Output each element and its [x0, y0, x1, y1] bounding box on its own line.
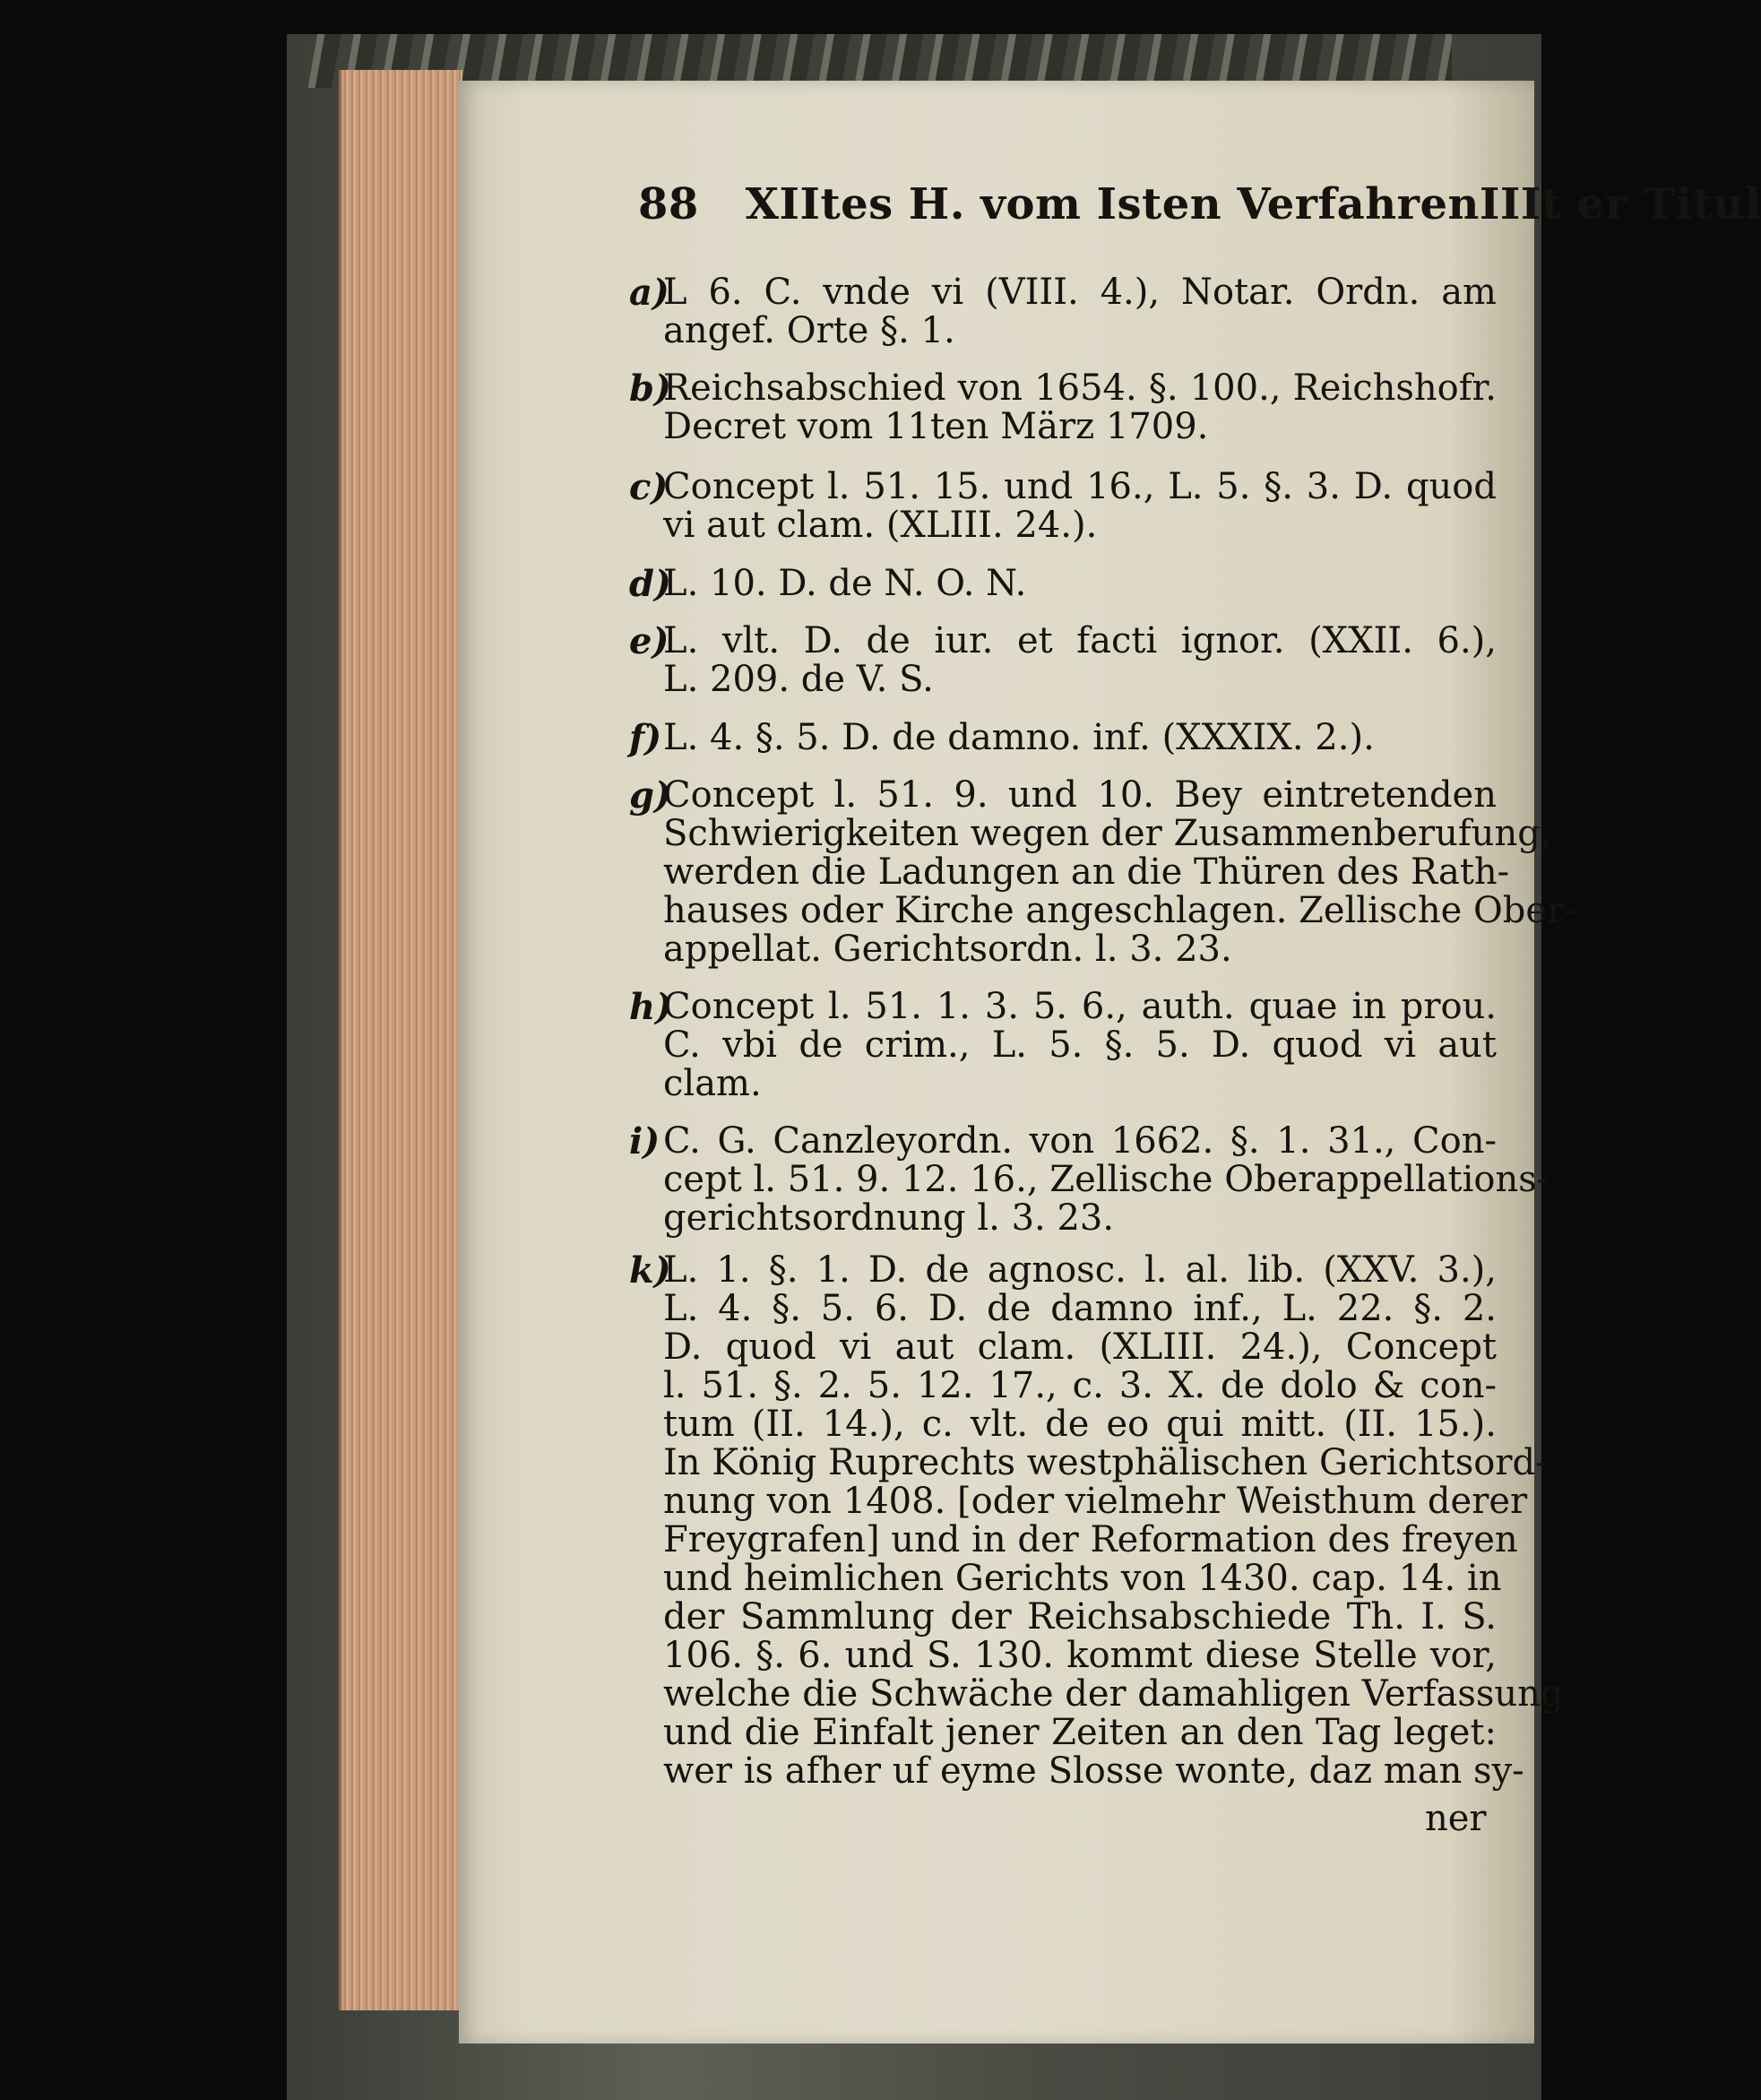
footnote-a: [629, 272, 1497, 351]
footnote-line: tum (II. 14.), c. vlt. de eo qui mitt. (II. 15.).: [663, 1404, 1497, 1445]
footnote-g: [629, 774, 1576, 970]
footnote-b: [629, 367, 1497, 447]
footnote-marker: f): [629, 717, 662, 759]
footnote-line: Freygrafen] und in der Reformation des freyen: [663, 1519, 1518, 1560]
footnote-line: C. vbi de crim., L. 5. §. 5. D. quod vi aut: [663, 1024, 1497, 1066]
footnote-line: Decret vom 11ten März 1709.: [663, 406, 1209, 447]
footnote-line: L. 10. D. de N. O. N.: [663, 563, 1027, 604]
running-header: [638, 179, 1761, 229]
book-page: [459, 81, 1761, 2044]
footnote-line: 106. §. 6. und S. 130. kommt diese Stelle vor,: [663, 1635, 1497, 1676]
footnote-h: [629, 986, 1497, 1104]
footnote-line: und heimlichen Gerichts von 1430. cap. 14. in: [663, 1558, 1502, 1599]
footnote-line: D. quod vi aut clam. (XLIII. 24.), Concept: [663, 1327, 1497, 1368]
catchword: ner: [1425, 1798, 1487, 1839]
footnote-marker: c): [629, 466, 669, 508]
footnote-line: L. 1. §. 1. D. de agnosc. l. al. lib. (XXV. 3.),: [663, 1249, 1497, 1291]
footnote-k: [629, 1249, 1564, 1792]
footnote-line: l. 51. §. 2. 5. 12. 17., c. 3. X. de dolo & con-: [663, 1365, 1497, 1406]
page-edges: [339, 70, 462, 2010]
footnote-marker: k): [629, 1249, 671, 1292]
footnote-line: angef. Orte §. 1.: [663, 310, 955, 351]
footnote-line: L. vlt. D. de iur. et facti ignor. (XXII. 6.),: [663, 620, 1497, 661]
footnote-line: welche die Schwäche der damahligen Verfassung: [663, 1673, 1564, 1715]
footnote-marker: h): [629, 986, 673, 1028]
footnote-line: Schwierigkeiten wegen der Zusammenberufung,: [663, 813, 1552, 854]
footnote-marker: d): [629, 563, 671, 605]
footnote-line: Concept l. 51. 15. und 16., L. 5. §. 3. D. quod: [663, 466, 1497, 507]
footnote-line: clam.: [663, 1063, 762, 1104]
footnote-line: Reichsabschied von 1654. §. 100., Reichshofr.: [663, 367, 1497, 409]
footnote-line: cept l. 51. 9. 12. 16., Zellische Oberappellations-: [663, 1159, 1550, 1200]
footnote-line: L. 4. §. 5. 6. D. de damno inf., L. 22. §. 2.: [663, 1288, 1497, 1329]
footnote-line: wer is afher uf eyme Slosse wonte, daz man sy-: [663, 1750, 1524, 1792]
footnote-line: gerichtsordnung l. 3. 23.: [663, 1197, 1115, 1239]
footnote-e: [629, 620, 1497, 700]
footnote-marker: a): [629, 272, 669, 314]
footnote-line: Concept l. 51. 1. 3. 5. 6., auth. quae in prou.: [663, 986, 1497, 1027]
footnote-line: appellat. Gerichtsordn. l. 3. 23.: [663, 929, 1232, 970]
footnote-line: und die Einfalt jener Zeiten an den Tag leget:: [663, 1712, 1497, 1753]
cover-top-edge: [305, 34, 1452, 88]
footnote-line: hauses oder Kirche angeschlagen. Zellische Ober-: [663, 890, 1576, 931]
footnote-marker: b): [629, 367, 671, 410]
footnote-i: [629, 1120, 1550, 1239]
footnote-line: werden die Ladungen an die Thüren des Rath-: [663, 851, 1510, 893]
footnote-marker: g): [629, 774, 671, 817]
footnote-line: der Sammlung der Reichsabschiede Th. I. S.: [663, 1596, 1497, 1638]
footnote-d: [629, 563, 1497, 605]
footnote-marker: i): [629, 1120, 660, 1162]
footnote-marker: e): [629, 620, 669, 662]
footnote-line: Concept l. 51. 9. und 10. Bey eintretenden: [663, 774, 1497, 816]
footnote-line: In König Ruprechts westphälischen Gerichtsord-: [663, 1442, 1548, 1483]
footnote-line: L. 209. de V. S.: [663, 659, 934, 700]
footnote-f: [629, 717, 1497, 759]
footnote-line: vi aut clam. (XLIII. 24.).: [663, 505, 1098, 546]
running-title: XIItes H. vom Isten VerfahrenIIIt er Titul: [745, 179, 1761, 229]
footnote-line: L. 4. §. 5. D. de damno. inf. (XXXIX. 2.).: [663, 717, 1375, 758]
footnote-line: C. G. Canzleyordn. von 1662. §. 1. 31., Con-: [663, 1120, 1497, 1162]
page-text: [459, 81, 1761, 2044]
footnote-line: nung von 1408. [oder vielmehr Weisthum derer: [663, 1481, 1528, 1522]
footnote-line: L 6. C. vnde vi (VIII. 4.), Notar. Ordn. am: [663, 272, 1497, 313]
footnote-c: [629, 466, 1497, 546]
page-number: 88: [638, 179, 699, 229]
